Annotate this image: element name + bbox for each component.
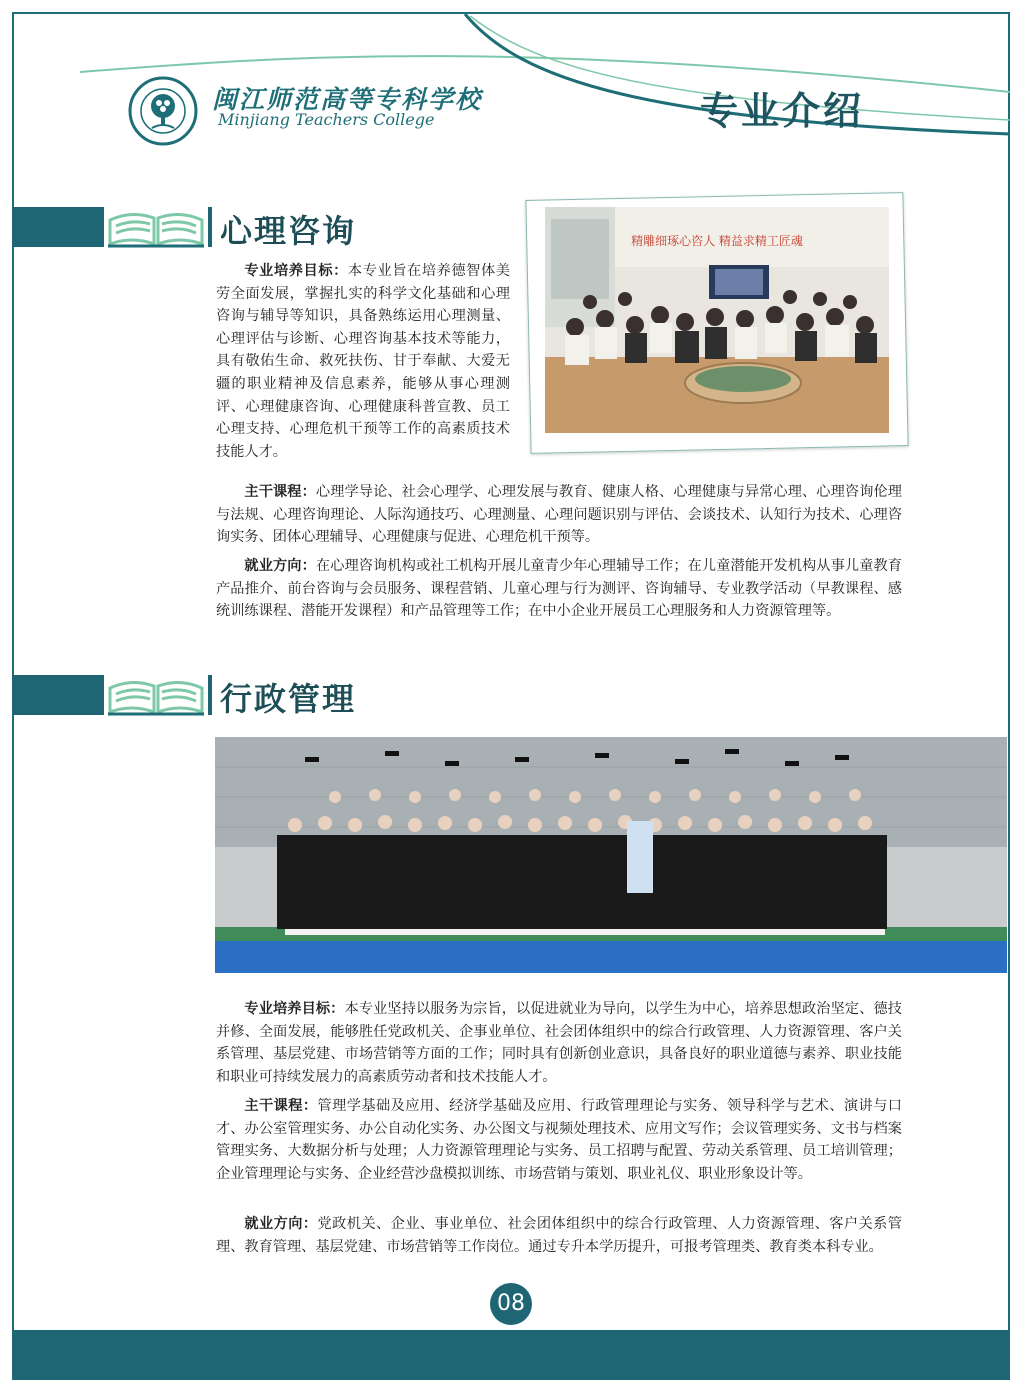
book-icon [104, 204, 208, 250]
career-paragraph [216, 1213, 902, 1258]
courses-paragraph [216, 481, 902, 549]
college-name-en: Minjiang Teachers College [218, 110, 435, 129]
courses-label: 主干课程： [244, 1098, 318, 1114]
classroom-group-photo [545, 207, 889, 433]
page-number: 08 [490, 1283, 532, 1325]
career-text: 党政机关、企业、事业单位、社会团体组织中的综合行政管理、人力资源管理、客户关系管理、教育管理、基层党建、市场营销等工作岗位。通过专升本学历提升，可报考管理类、教育类本科专业。 [216, 1216, 902, 1255]
goal-label: 专业培养目标： [244, 263, 348, 279]
photo-banner-text: 精雕细琢心咨人 精益求精工匠魂 [631, 234, 803, 248]
page-heading: 专业介绍 [700, 89, 865, 133]
section-title: 行政管理 [220, 680, 357, 718]
college-name-cn: 闽江师范高等专科学校 [212, 85, 483, 114]
section-title: 心理咨询 [220, 212, 357, 250]
graduation-group-photo [215, 737, 1007, 973]
courses-label: 主干课程： [244, 484, 316, 500]
book-icon [104, 672, 208, 718]
career-text: 在心理咨询机构或社工机构开展儿童青少年心理辅导工作；在儿童潜能开发机构从事儿童教育产品推介、前台咨询与会员服务、课程营销、儿童心理与行为测评、咨询辅导、专业教学活动（早教课程、感统训练课程、潜能开发课程）和产品管理等工作；在中小企业开展员工心理服务和人力资源管理等。 [216, 558, 902, 620]
career-label: 就业方向： [244, 558, 316, 574]
goal-label: 专业培养目标： [244, 1001, 345, 1017]
goal-paragraph [216, 260, 510, 463]
goal-text: 本专业坚持以服务为宗旨，以促进就业为导向，以学生为中心，培养思想政治坚定、德技并修、全面发展，能够胜任党政机关、企事业单位、社会团体组织中的综合行政管理、人力资源管理、客户关系管理、基层党建、市场营销等方面的工作；同时具有创新创业意识，具备良好的职业道德与素养、职业技能和职业可持续发展力的高素质劳动者和技术技能人才。 [216, 1001, 902, 1085]
footer-bar [12, 1330, 1010, 1380]
goal-paragraph [216, 998, 902, 1088]
career-paragraph [216, 555, 902, 623]
college-seal-logo [128, 76, 198, 146]
goal-text: 本专业旨在培养德智体美劳全面发展，掌握扎实的科学文化基础和心理咨询与辅导等知识，具备熟练运用心理测量、心理评估与诊断、心理咨询基本技术等能力，具有敬佑生命、救死扶伤、甘于奉献、大爱无疆的职业精神及信息素养，能够从事心理测评、心理健康咨询、心理健康科普宣教、员工心理支持、心理危机干预等工作的高素质技术技能人才。 [216, 263, 510, 460]
courses-text: 管理学基础及应用、经济学基础及应用、行政管理理论与实务、领导科学与艺术、演讲与口才、办公室管理实务、办公自动化实务、办公图文与视频处理技术、应用文写作；会议管理实务、文书与档案管理实务、大数据分析与处理；人力资源管理理论与实务、员工招聘与配置、劳动关系管理、员工培训管理；企业管理理论与实务、企业经营沙盘模拟训练、市场营销与策划、职业礼仪、职业形象设计等。 [216, 1098, 902, 1182]
courses-text: 心理学导论、社会心理学、心理发展与教育、健康人格、心理健康与异常心理、心理咨询伦理与法规、心理咨询理论、人际沟通技巧、心理测量、心理问题识别与评估、会谈技术、认知行为技术、心理咨询实务、团体心理辅导、心理健康与促进、心理危机干预等。 [216, 484, 902, 546]
career-label: 就业方向： [244, 1216, 318, 1232]
courses-paragraph [216, 1095, 902, 1185]
